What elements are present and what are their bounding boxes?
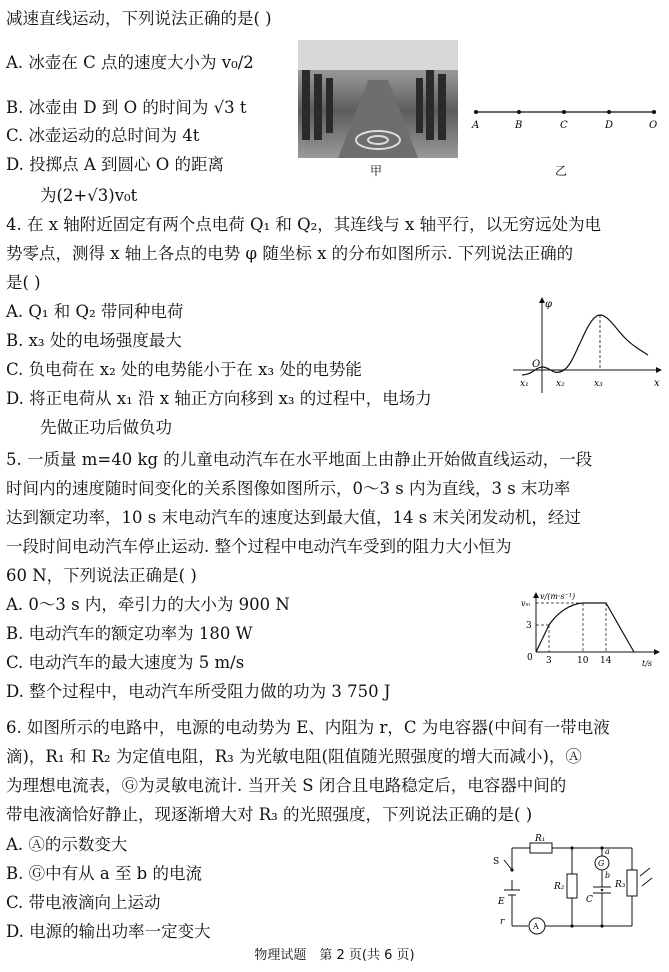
q5-origin: 0 <box>527 653 533 663</box>
q5-option-b: B. 电动汽车的额定功率为 180 W <box>6 624 253 643</box>
curling-photo-art <box>298 40 458 158</box>
circuit-r3: R₃ <box>615 880 626 890</box>
q5-stem-3: 达到额定功率，10 s 末电动汽车的速度达到最大值，14 s 末关闭发动机，经过 <box>6 508 581 527</box>
q4-x3: x₃ <box>594 379 603 389</box>
q3-option-d: D. 投掷点 A 到圆心 O 的距离 <box>6 155 225 174</box>
pt-d: D <box>605 120 614 131</box>
q5-ylabel: v/(m·s⁻¹) <box>540 592 576 601</box>
q4-axis-phi: φ <box>545 299 553 310</box>
q3-option-a: A. 冰壶在 C 点的速度大小为 v₀/2 <box>6 53 254 72</box>
q6-option-d: D. 电源的输出功率一定变大 <box>6 922 211 941</box>
q4-option-b: B. x₃ 处的电场强度最大 <box>6 331 182 350</box>
q4-x2: x₂ <box>556 379 565 389</box>
q6-stem-3: 为理想电流表，Ⓖ为灵敏电流计. 当开关 S 闭合且电路稳定后，电容器中间的 <box>6 776 567 795</box>
q4-option-c: C. 负电荷在 x₂ 处的电势能小于在 x₃ 处的电势能 <box>6 360 362 379</box>
pt-a: A <box>472 120 480 131</box>
q5-velocity-graph <box>518 590 663 670</box>
circuit-b-node: b <box>605 871 611 880</box>
circuit-r1: R₁ <box>535 834 546 844</box>
circuit-r: r <box>500 917 505 927</box>
circuit-c: C <box>586 895 593 905</box>
q5-stem-2: 时间内的速度随时间变化的关系图像如图所示，0～3 s 内为直线，3 s 末功率 <box>6 479 571 498</box>
q4-origin: O <box>532 359 541 370</box>
fig-jia-label: 甲 <box>370 164 383 178</box>
q3-option-b: B. 冰壶由 D 到 O 的时间为 √3 t <box>6 98 247 117</box>
q6-stem-2: 滴)，R₁ 和 R₂ 为定值电阻，R₃ 为光敏电阻(阻值随光照强度的增大而减小)，Ⓐ <box>6 747 582 766</box>
q3-option-c: C. 冰壶运动的总时间为 4t <box>6 126 200 145</box>
q5-y3: 3 <box>526 621 532 631</box>
q4-stem-1: 4. 在 x 轴附近固定有两个点电荷 Q₁ 和 Q₂，其连线与 x 轴平行，以无穷远处为电 <box>6 215 602 234</box>
q4-option-a: A. Q₁ 和 Q₂ 带同种电荷 <box>6 302 184 321</box>
q4-option-d: D. 将正电荷从 x₁ 沿 x 轴正方向移到 x₃ 的过程中，电场力 <box>6 389 432 408</box>
q6-stem-4: 带电液滴恰好静止，现逐渐增大对 R₃ 的光照强度，下列说法正确的是( ) <box>6 805 533 824</box>
circuit-e: E <box>498 897 505 907</box>
q6-option-a: A. Ⓐ的示数变大 <box>6 835 128 854</box>
q5-option-d: D. 整个过程中，电动汽车所受阻力做的功为 3 750 J <box>6 682 391 701</box>
pt-c: C <box>560 120 568 131</box>
q4-potential-graph <box>508 295 663 395</box>
q3-track-diagram <box>468 104 663 134</box>
circuit-r2: R₂ <box>554 882 565 892</box>
q5-option-a: A. 0～3 s 内，牵引力的大小为 900 N <box>6 595 290 614</box>
q5-xlabel: t/s <box>642 659 653 668</box>
q4-x1: x₁ <box>520 379 529 389</box>
q4-stem-2: 势零点，测得 x 轴上各点的电势 φ 随坐标 x 的分布如图所示. 下列说法正确的 <box>6 244 574 263</box>
q5-stem-4: 一段时间电动汽车停止运动. 整个过程中电动汽车受到的阻力大小恒为 <box>6 537 512 556</box>
circuit-a: A <box>533 922 539 931</box>
circuit-s: S <box>493 857 500 867</box>
q3-stem-tail: 减速直线运动，下列说法正确的是( ) <box>6 9 272 28</box>
pt-b: B <box>515 120 523 131</box>
fig-yi-label: 乙 <box>555 164 568 178</box>
q5-t14: 14 <box>600 656 612 666</box>
q6-stem-1: 6. 如图所示的电路中，电源的电动势为 E、内阻为 r，C 为电容器(中间有一带电液 <box>6 718 610 737</box>
circuit-g: G <box>598 859 605 868</box>
curling-photo <box>298 40 458 158</box>
q6-option-c: C. 带电液滴向上运动 <box>6 893 161 912</box>
q5-stem-5: 60 N，下列说法正确是( ) <box>6 566 197 585</box>
q4-axis-x: x <box>654 378 660 389</box>
q5-vm: vₘ <box>521 599 531 608</box>
q6-circuit-diagram <box>490 832 662 940</box>
q5-t3: 3 <box>546 656 552 666</box>
q3-option-d-cont: 为(2+√3)v₀t <box>40 186 138 205</box>
q5-stem-1: 5. 一质量 m=40 kg 的儿童电动汽车在水平地面上由静止开始做直线运动，一段 <box>6 450 593 469</box>
q5-option-c: C. 电动汽车的最大速度为 5 m/s <box>6 653 245 672</box>
q5-t10: 10 <box>577 656 589 666</box>
circuit-a-node: a <box>605 847 610 856</box>
pt-o: O <box>649 120 658 131</box>
page-footer: 物理试题 第 2 页(共 6 页) <box>254 948 415 963</box>
q6-option-b: B. Ⓖ中有从 a 至 b 的电流 <box>6 864 202 883</box>
q4-stem-3: 是( ) <box>6 273 41 292</box>
q4-option-d-cont: 先做正功后做负功 <box>40 418 172 437</box>
